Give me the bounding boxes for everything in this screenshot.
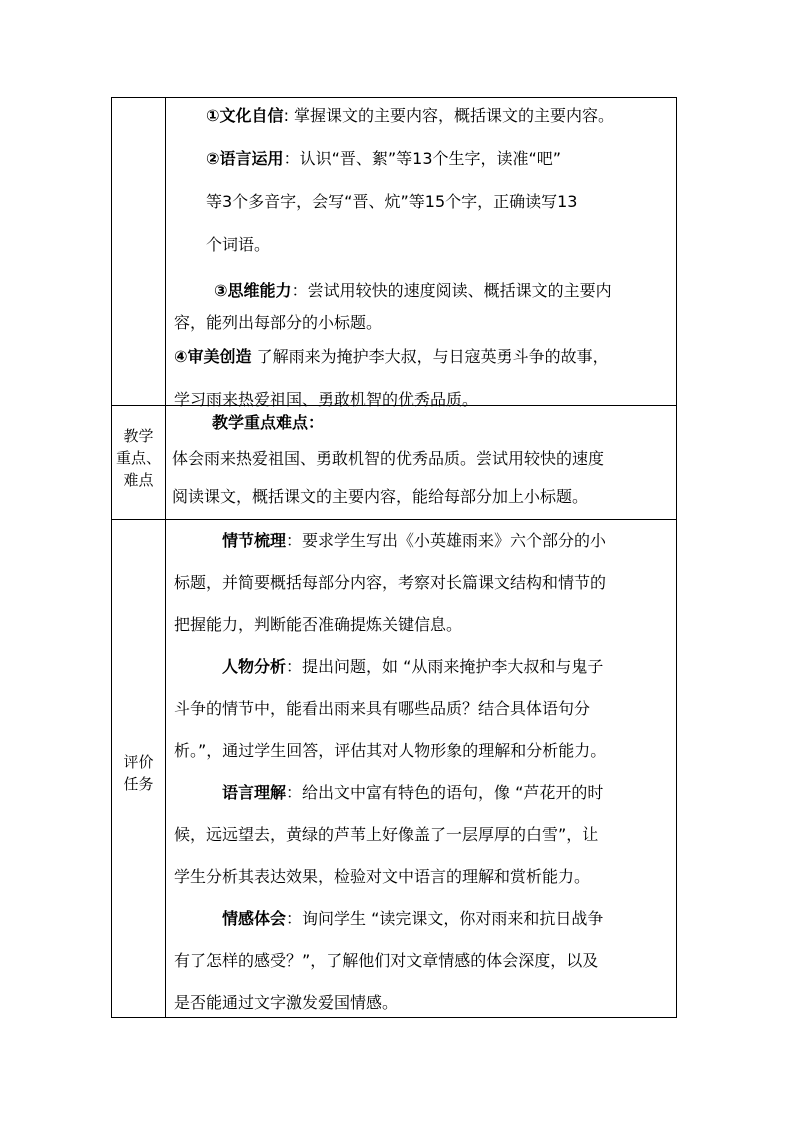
- objective-title: ④审美创造: [174, 347, 252, 366]
- objective-text: 了解雨来为掩护李大叔，与日寇英勇斗争的故事，: [256, 347, 609, 366]
- task-language: [174, 777, 672, 809]
- objective-text: ：尝试用较快的速度阅读、概括课文的主要内: [291, 281, 612, 300]
- key-points-row: [112, 405, 676, 519]
- objectives-content: [174, 100, 672, 416]
- label-line: 评价: [123, 753, 154, 771]
- task-title: 人物分析: [222, 657, 287, 676]
- task-text: ：给出文中富有特色的语句，像 “芦花开的时: [286, 783, 604, 802]
- objective-title: ②语言运用: [206, 149, 284, 168]
- task-text: 候，远远望去，黄绿的芦苇上好像盖了一层厚厚的白雪”，让: [174, 825, 599, 844]
- lesson-table: [111, 97, 677, 1018]
- task-text: 是否能通过文字激发爱国情感。: [174, 993, 399, 1012]
- key-points-text: 阅读课文，概括课文的主要内容，能给每部分加上小标题。: [172, 487, 589, 506]
- task-title: 语言理解: [222, 783, 287, 802]
- task-text: ：询问学生 “读完课文，你对雨来和抗日战争: [286, 909, 604, 928]
- evaluation-content: [174, 525, 672, 1019]
- key-points-content: [172, 407, 674, 513]
- task-text: ：提出问题，如 “从雨来掩护李大叔和与鬼子: [286, 657, 604, 676]
- task-text: 标题，并简要概括每部分内容，考察对长篇课文结构和情节的: [174, 573, 607, 592]
- key-points-text: 体会雨来热爱祖国、勇敢机智的优秀品质。尝试用较快的速度: [172, 449, 605, 468]
- objectives-row: [112, 98, 676, 409]
- task-emotion: [174, 903, 672, 935]
- task-plot: [174, 525, 672, 557]
- objective-title: ①文化自信: [206, 106, 284, 125]
- objective-text: 容，能列出每部分的小标题。: [174, 313, 383, 332]
- key-points-label: [112, 425, 165, 491]
- objective-language: [174, 143, 672, 175]
- task-character: [174, 651, 672, 683]
- label-line: 教学: [123, 427, 154, 445]
- objective-text: 等3个多音字，会写“晋、炕”等15个字，正确读写13: [206, 192, 578, 211]
- label-line: 任务: [123, 775, 154, 793]
- key-points-heading: 教学重点难点：: [212, 413, 325, 432]
- task-title: 情感体会: [222, 909, 287, 928]
- objective-thinking: [174, 275, 672, 307]
- objective-culture: ①文化自信: 掌握课文的主要内容，概括课文的主要内容。: [206, 106, 615, 125]
- objective-text: ：认识“晋、絮”等13个生字，读准“吧”: [283, 149, 562, 168]
- objective-text: 个词语。: [206, 235, 271, 254]
- objective-text: 掌握课文的主要内容，概括课文的主要内容。: [294, 106, 615, 125]
- task-text: 析。”，通过学生回答，评估其对人物形象的理解和分析能力。: [174, 741, 607, 760]
- task-title: 情节梳理: [222, 531, 287, 550]
- objective-title: ③思维能力: [214, 281, 292, 300]
- objective-text: 学习雨来热爱祖国、勇敢机智的优秀品质。: [174, 390, 479, 409]
- label-line: 重点、: [115, 449, 161, 467]
- task-text: 斗争的情节中，能看出雨来具有哪些品质？结合具体语句分: [174, 699, 591, 718]
- label-line: 难点: [123, 471, 154, 489]
- evaluation-label: [112, 751, 165, 795]
- task-text: 学生分析其表达效果，检验对文中语言的理解和赏析能力。: [174, 867, 591, 886]
- objective-aesthetic: [174, 341, 672, 373]
- task-text: 把握能力，判断能否准确提炼关键信息。: [174, 615, 463, 634]
- task-text: 有了怎样的感受？”，了解他们对文章情感的体会深度，以及: [174, 951, 599, 970]
- task-text: ：要求学生写出《小英雄雨来》六个部分的小: [286, 531, 607, 550]
- evaluation-row: [112, 519, 676, 1019]
